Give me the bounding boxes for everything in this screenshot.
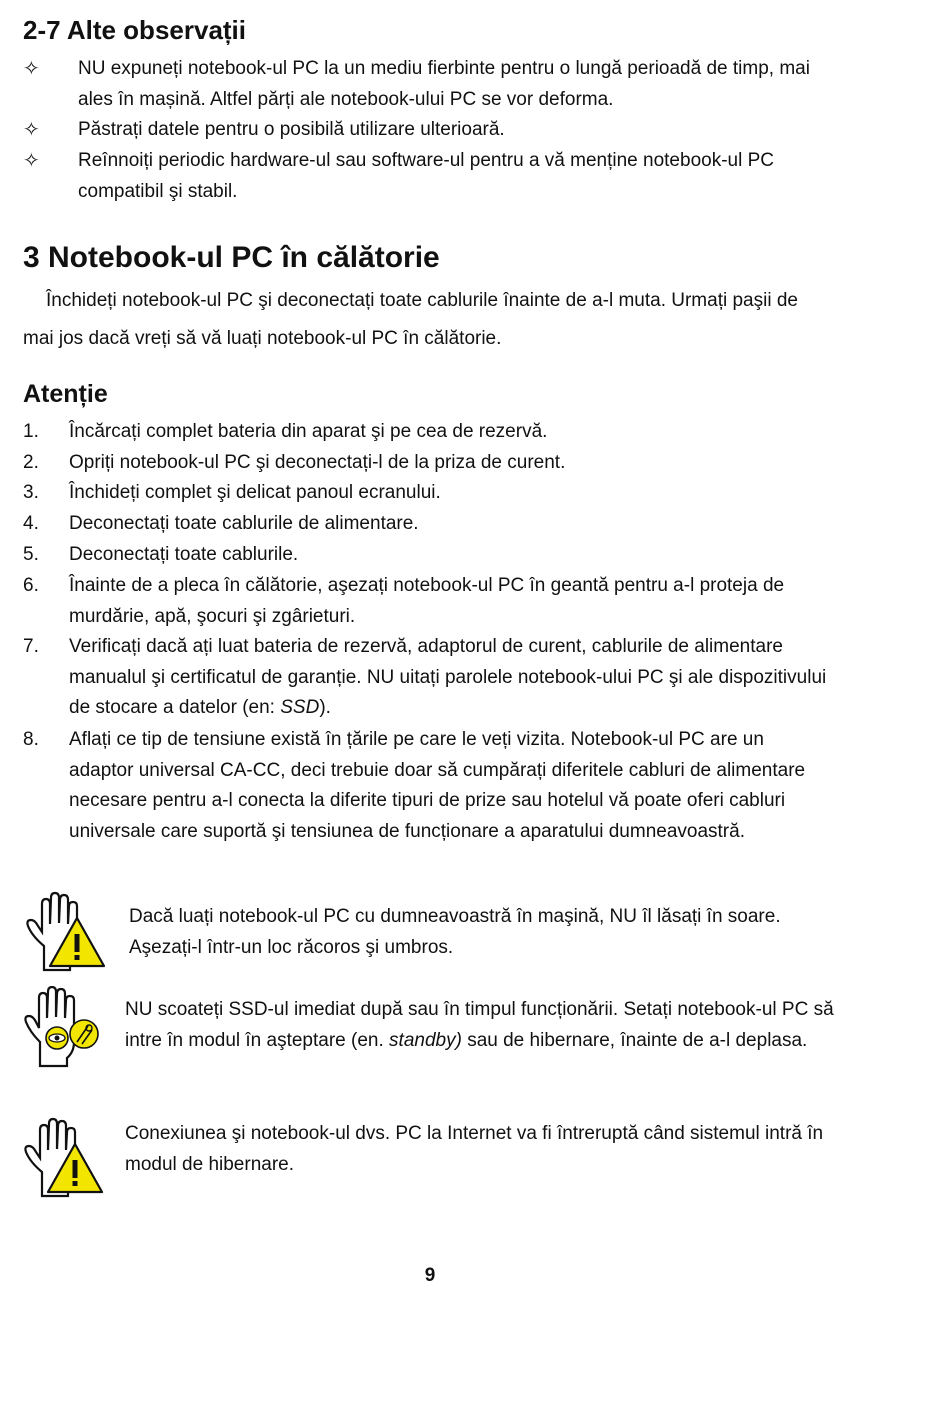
list-text: Închideți complet şi delicat panoul ecranului. [69,482,441,503]
note-text-emphasis: standby) [389,1030,462,1051]
list-text [69,632,833,724]
attention-title: Atenție [23,380,108,408]
bullet-item [23,146,833,207]
list-number: 1. [23,421,39,442]
page-number: 9 [424,1265,436,1286]
note-text: Dacă luați notebook-ul PC cu dumneavoastră în maşină, NU îl lăsați în soare. Aşezați-l într-un loc răcoros şi umbros. [129,906,781,958]
list-item [23,725,833,848]
bullet-item [23,115,833,146]
list-text: Aflați ce tip de tensiune există în țările pe care le veți vizita. Notebook-ul PC are un adaptor universal CA-CC, deci trebuie doar să cumpărați diferitele cabluri de alimentare necesare pentru a-l conecta la diferite tipuri de prize sau hotelul vă poate oferi cabluri universale care suportă şi tensiunea de funcționare a aparatului dumneavoastră. [69,729,806,843]
list-number: 2. [23,452,39,473]
caution-hand-eye-icon [22,986,108,1070]
section-title-3: 3 Notebook-ul PC în călătorie [23,241,440,274]
bullet-text: NU expuneți notebook-ul PC la un mediu fierbinte pentru o lungă perioadă de timp, mai ales în mașină. Altfel părți ale notebook-ului PC se vor deforma. [78,58,810,110]
four-point-star-icon: ✧ [23,58,40,80]
list-text-part: ). [319,697,331,719]
caution-hand-icon [20,1116,106,1200]
list-text: Deconectați toate cablurile. [69,544,299,565]
bullet-text: Păstrați datele pentru o posibilă utilizare ulterioară. [78,119,505,140]
list-item [23,632,833,724]
list-item [23,417,833,448]
list-text: Încărcați complet bateria din aparat şi pe cea de rezervă. [69,421,548,442]
list-text-emphasis: SSD [280,697,320,719]
section-title-2-7: 2-7 Alte observații [23,15,247,45]
bullet-item [23,54,833,115]
four-point-star-icon: ✧ [23,150,40,172]
list-text-part: Verificați dacă ați luat bateria de rezervă, adaptorul de curent, cablurile de alimentare manualul şi certificatul de garanție. NU uitați parolele notebook-ului PC şi ale dispozitivului de stocare a datelor (en: [69,636,827,719]
note-text: Conexiunea şi notebook-ul dvs. PC la Internet va fi întreruptă când sistemul intră în modul de hibernare. [125,1123,824,1175]
list-number: 6. [23,575,39,596]
caution-hand-icon [22,890,108,974]
note-text [125,994,840,1056]
list-text: Deconectați toate cablurile de alimentare. [69,513,419,534]
list-number: 5. [23,544,39,565]
list-item [23,571,833,632]
bullet-text: Reînnoiți periodic hardware-ul sau software-ul pentru a vă menține notebook-ul PC compatibil şi stabil. [78,150,774,202]
list-text: Înainte de a pleca în călătorie, aşezați notebook-ul PC în geantă pentru a-l proteja de murdărie, apă, şocuri şi zgârieturi. [69,575,785,627]
four-point-star-icon: ✧ [23,119,40,141]
list-text: Opriți notebook-ul PC şi deconectați-l de la priza de curent. [69,452,566,473]
list-item [23,478,833,509]
section-3-intro: Închideți notebook-ul PC şi deconectați toate cablurile înainte de a-l muta. Urmați paşii de mai jos dacă vreți să vă luați notebook-ul PC în călătorie. [23,290,798,349]
list-item [23,509,833,540]
list-number: 3. [23,482,39,503]
list-item [23,448,833,479]
note-text-part: sau de hibernare, înainte de a-l deplasa. [461,1030,808,1051]
list-number: 4. [23,513,39,534]
note-text-part: NU scoateți SSD-ul imediat după sau în timpul funcționării. Setați notebook-ul PC să intre în modul în aşteptare (en. [125,999,834,1051]
list-number: 7. [23,636,39,657]
list-number: 8. [23,729,39,750]
list-item [23,540,833,571]
